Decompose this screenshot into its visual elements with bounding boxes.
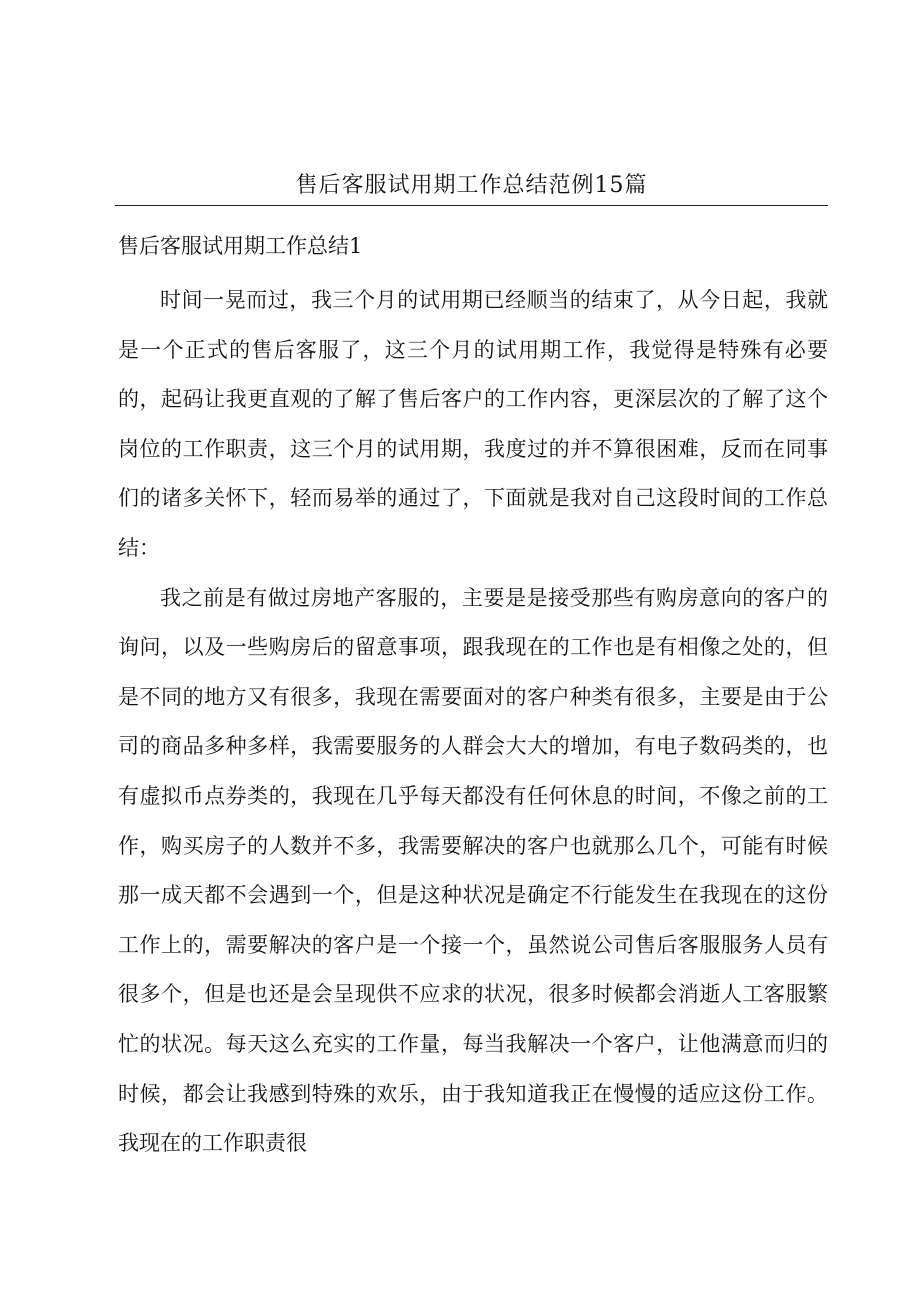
document-title: 售后客服试用期工作总结范例15篇 [295, 173, 648, 198]
document-body [118, 276, 828, 1169]
paragraph: 时间一晃而过，我三个月的试用期已经顺当的结束了，从今日起，我就是一个正式的售后客服了，这三个月的试用期工作，我觉得是特殊有必要的，起码让我更直观的了解了售后客户的工作内容，更深层次的了解了这个岗位的工作职责，这三个月的试用期，我度过的并不算很困难，反而在同事们的诸多关怀下，轻而易举的通过了，下面就是我对自己这段时间的工作总结： [118, 288, 828, 560]
section-heading: 售后客服试用期工作总结1 [118, 234, 363, 258]
title-divider [115, 205, 828, 206]
paragraph: 我之前是有做过房地产客服的，主要是是接受那些有购房意向的客户的询问，以及一些购房后的留意事项，跟我现在的工作也是有相像之处的，但是不同的地方又有很多，我现在需要面对的客户种类有很多，主要是由于公司的商品多种多样，我需要服务的人群会大大的增加，有电子数码类的，也有虚拟币点券类的，我现在几乎每天都没有任何休息的时间，不像之前的工作，购买房子的人数并不多，我需要解决的客户也就那么几个，可能有时候那一成天都不会遇到一个，但是这种状况是确定不行能发生在我现在的这份工作上的，需要解决的客户是一个接一个，虽然说公司售后客服服务人员有很多个，但是也还是会呈现供不应求的状况，很多时候都会消逝人工客服繁忙的状况。每天这么充实的工作量，每当我解决一个客户，让他满意而归的时候，都会让我感到特殊的欢乐，由于我知道我正在慢慢的适应这份工作。我现在的工作职责很 [118, 585, 828, 1156]
